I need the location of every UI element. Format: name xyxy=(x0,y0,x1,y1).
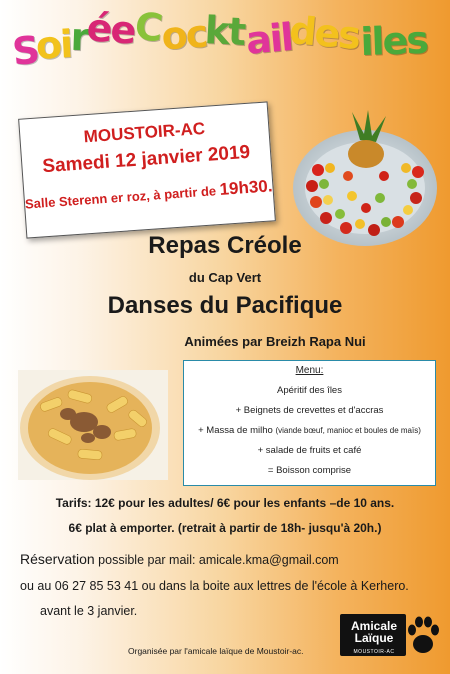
title-segment: r xyxy=(69,14,88,60)
title-segment: C xyxy=(132,3,163,51)
fruit-skewers-photo xyxy=(288,110,438,250)
title-segment: iles xyxy=(359,17,428,65)
logo-line-1: Amicale xyxy=(350,619,398,633)
event-city: MOUSTOIR-AC xyxy=(83,118,206,147)
logo-name xyxy=(344,620,404,644)
menu-item-detail: (viande bœuf, manioc et boules de maïs) xyxy=(275,426,421,435)
venue-text: Salle Sterenn er roz, à partir de xyxy=(24,182,221,212)
telephone-text: ou au 06 27 85 53 41 ou dans la boite aux lettres de l'école à Kerhero. xyxy=(20,579,409,593)
reservation-email-text: possible par mail: amicale.kma@gmail.com xyxy=(94,553,339,567)
menu-item: + salade de fruits et café xyxy=(257,445,362,456)
title-segment: S xyxy=(10,27,41,75)
danses-heading: Danses du Pacifique xyxy=(107,292,343,319)
cap-vert-subheading: du Cap Vert xyxy=(188,270,262,285)
venue-time: 19h30. xyxy=(218,176,274,199)
event-venue xyxy=(24,176,273,213)
event-date: Samedi 12 janvier 2019 xyxy=(41,141,251,178)
menu-item: Apéritif des îles xyxy=(277,385,342,396)
amicale-laique-logo xyxy=(340,610,440,660)
emporter-text: 6€ plat à emporter. (retrait à partir de 18h- jusqu'à 20h.) xyxy=(68,521,382,535)
title-segment: des xyxy=(288,8,362,58)
logo-line-2: Laïque xyxy=(354,631,394,645)
logo-subtitle: MOUSTOIR-AC xyxy=(353,649,395,655)
title-segment: kt xyxy=(204,7,246,54)
animees-subheading: Animées par Breizh Rapa Nui xyxy=(184,334,366,349)
reservation-text xyxy=(20,551,450,567)
title-segment: ée xyxy=(85,5,137,53)
deadline-text: avant le 3 janvier. xyxy=(40,604,138,618)
menu-box xyxy=(183,360,436,486)
menu-item: = Boisson comprise xyxy=(267,465,352,476)
title-segment: oi xyxy=(35,22,73,68)
paw-print-icon xyxy=(406,610,440,660)
title-segment: oc xyxy=(159,11,208,59)
menu-item: + Beignets de crevettes et d'accras xyxy=(235,405,384,416)
poster-title xyxy=(10,3,440,88)
event-info-box xyxy=(18,101,276,238)
organiser-text: Organisée par l'amicale laïque de Moustoir-ac. xyxy=(128,646,304,656)
title-segment: ail xyxy=(243,15,294,63)
menu-item-main: + Massa de milho xyxy=(198,425,276,436)
tarifs-text: Tarifs: 12€ pour les adultes/ 6€ pour les enfants –de 10 ans. xyxy=(55,496,395,510)
logo-box xyxy=(340,614,406,656)
creole-dish-photo xyxy=(18,370,168,480)
menu-item xyxy=(184,425,435,436)
repas-creole-heading: Repas Créole xyxy=(148,232,302,259)
reservation-label: Réservation xyxy=(20,551,95,567)
menu-title: Menu: xyxy=(295,365,324,376)
